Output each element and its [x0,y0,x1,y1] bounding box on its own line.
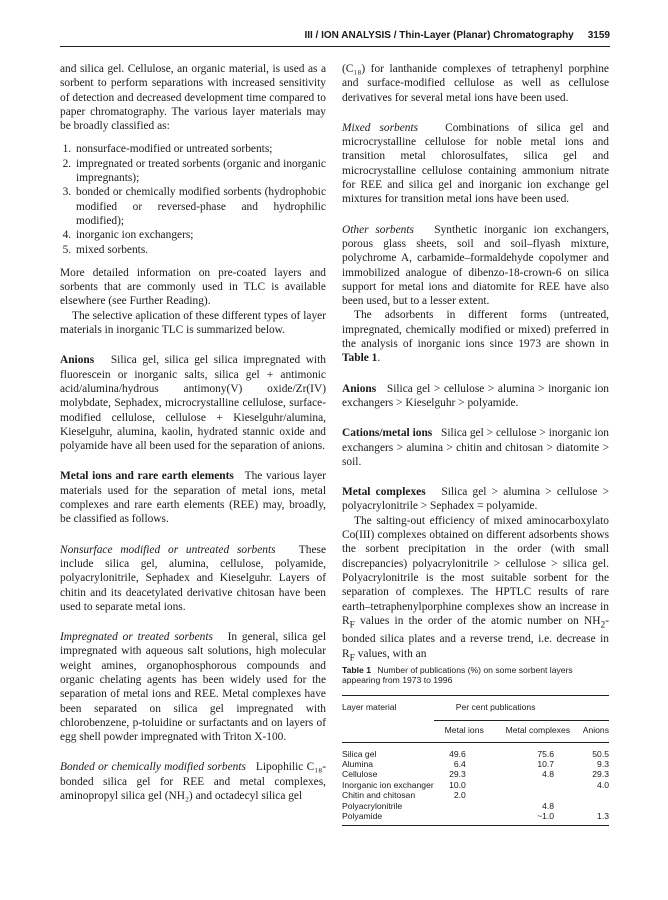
table-cell: Alumina [342,759,374,770]
section-text: Silica gel, silica gel silica impregnated with fluorescein or inorganic salts, silica gel + antimonic acid/alumina/hydrous antimony(V) oxide/Zr(IV) molybdate, Sephadex, microcrystalline cellulose, surface-modified cellulose, cellulose + Kieselguhr/alumina, Kieselguhr, alumina, kaolin, hydrated stannic oxide and polyamide have all been used for the separation of anions. [60,354,326,453]
table-cell [576,790,609,800]
left-column [60,62,326,803]
section-text: In general, silica gel impregnated with aqueous salt solutions, high molecular weight amines, organophosphorous compounds and organic chelating agents has been widely used for the separation of metal ions and REE. Metal complexes have been separated on silica gel impregnated with chlorobenzene, p-toluidine or surfactants and on layers of egg shell powder impregnated with Triton X-100. [60,631,326,744]
table-cell: 1.3 [576,811,609,826]
table-cell: 75.6 [537,748,555,759]
table-cell: 4.8 [542,769,555,780]
section-other [342,223,609,309]
table-reference: Table 1 [342,352,378,365]
table-cell [576,801,609,811]
table-cell: Silica gel [342,748,377,759]
column-header: Metal ions [434,721,488,742]
section-text: These include silica gel, alumina, cellulose, polyamide, polyacrylonitrile, Sephadex and Kieselguhr. Layers of chitin and its deacetylated derivative chitosan have been used to separate metal ions. [60,543,326,613]
table-row [342,801,609,811]
right-column [342,62,609,665]
section-text: Combinations of silica gel and microcrystalline cellulose for noble metal ions and transition metal chlorosulfates, silica gel and microcrystalline cellulose containing ammonium nitrate for REE and silica gel and inorganic ion exchange gel mixtures for transition metal ions have been used. [342,121,610,206]
paragraph: The adsorbents in different forms (untreated, impregnated, chemically modified or mixed) preferred in the analysis of inorganic ions since 1973 are shown in Table 1. [342,309,609,365]
table-cell: Cellulose [342,769,378,780]
column-header [342,721,434,742]
table-row [342,790,609,800]
section-text: Lipophilic C₁₈-bonded silica gel for REE and metal complexes, aminopropyl silica gel (NH₂) and octadecyl silica gel [60,761,327,803]
section-text: Silica gel > alumina > cellulose > polyacrylonitrile > Sephadex = polyamide. [342,486,610,513]
section-heading: Impregnated or treated sorbents [60,631,213,644]
section-heading: Anions [60,354,95,367]
paragraph: (C₁₈) for lanthanide complexes of tetraphenyl porphine and surface-modified cellulose as well as cellulose derivatives for several metal ions have been used. [342,63,609,104]
section-metal-ions [60,469,326,526]
list-item: 4. inorganic ion exchangers; [74,228,326,242]
table-cell: 4.0 [597,779,609,790]
table-cell: Polyacrylonitrile [342,800,403,811]
section-heading: Metal complexes [342,486,426,499]
column-header: Per cent publications [434,695,609,720]
section-text: The various layer materials used for the separation of metal ions, metal complexes and rare earth elements (REE) may, broadly, be classified as follows. [60,470,326,526]
list-item: 2. impregnated or treated sorbents (organic and inorganic impregnants); [74,157,326,186]
list-item: 3. bonded or chemically modified sorbents (hydrophobic modified or reversed-phase and hydrophilic modified); [74,185,326,228]
table-cell: Polyamide [342,811,434,826]
table-1 [342,665,609,826]
section-order-cations [342,426,609,469]
table-cell: 6.4 [453,759,466,770]
section-heading: Bonded or chemically modified sorbents [60,761,246,774]
section-text: Silica gel > cellulose > inorganic ion exchangers > alumina > chitin and chitosan > diatomite > soil. [342,427,609,468]
section-bonded [60,760,326,803]
section-anions [60,353,326,453]
running-title: III / ION ANALYSIS / Thin-Layer (Planar) Chromatography [304,30,574,41]
paragraph: The selective aplication of these different types of layer materials in inorganic TLC is summarized below. [60,309,326,337]
table-cell: Chitin and chitosan [342,790,416,801]
table-row [342,759,609,769]
table-caption [342,665,609,686]
column-header: Anions [576,721,609,742]
section-order-anions [342,382,609,411]
table-cell: 4.8 [542,800,555,811]
table-cell: 49.6 [449,748,466,759]
table-caption-text: Number of publications (%) on some sorbent layers appearing from 1973 to 1996 [342,665,573,686]
publications-table [342,695,609,827]
table-cell [434,801,488,811]
paragraph: More detailed information on pre-coated layers and sorbents that are commonly used in TLC is available elsewhere (see Further Reading). [60,266,326,308]
section-impregnated [60,630,326,744]
table-cell: 29.3 [592,769,609,780]
table-row [342,742,609,759]
list-item: 1. nonsurface-modified or untreated sorbents; [74,142,326,156]
section-heading: Mixed sorbents [342,121,419,134]
section-nonsurface [60,543,326,614]
list-item: 5. mixed sorbents. [74,243,326,257]
page-number: 3159 [587,30,610,41]
section-text: Synthetic inorganic ion exchangers, porous glass sheets, soil and soil–flyash mixture, polychrome A, carbamide–formaldehyde copolymer and immobilized analogue of dibenzo-18-crown-6 on silica support for metal ions and diatomite for REE have also been used, but to a lesser extent. [342,223,610,308]
table-cell: 10.7 [537,759,555,770]
table-cell: 10.0 [449,779,466,790]
table-cell [434,811,488,826]
sorbent-list [60,142,326,256]
section-mixed [342,121,609,207]
section-heading: Other sorbents [342,223,414,236]
section-heading: Anions [342,382,377,395]
section-text: Silica gel > cellulose > alumina > inorganic ion exchangers > Kieselguhr > polyamide. [342,382,609,409]
table-cell [488,790,576,800]
table-cell: ~1.0 [488,811,576,826]
paragraph: The salting-out efficiency of mixed aminocarboxylato Co(III) complexes obtained on different adsorbents shows the sorbent precipitation in the order (with small discrepancies) polyacrylonitrile > cellulose > silica gel. Polyacrylonitrile is the most suitable sorbent for the separation of complexes. The HPTLC results of rare earth–tetraphenylporphine complexes show an increase in $R_F$ values in the order of the atomic number on $NH_2$-bonded silica plates and a reverse trend, i.e. decrease in $R_F$ values, with an [342,514,609,663]
table-subheader-row [342,721,609,742]
table-cell: 2.0 [453,790,466,801]
table-cell: 9.3 [597,759,609,770]
table-header-row [342,695,609,720]
table-label: Table 1 [342,665,371,675]
table-row [342,769,609,779]
section-heading: Cations/metal ions [342,427,433,440]
running-header [60,30,610,47]
section-heading: Metal ions and rare earth elements [60,470,234,483]
table-cell: Inorganic ion exchanger [342,779,434,790]
table-cell: 50.5 [592,748,609,759]
table-row [342,780,609,790]
table-cell [488,780,576,790]
paragraph: and silica gel. Cellulose, an organic material, is used as a sorbent to perform separations with increased sensitivity of detection and decreased development time compared to paper chromatography. The various layer materials may be broadly classified as: [60,63,326,133]
section-order-complexes [342,485,609,514]
table-row [342,811,609,826]
column-header: Metal complexes [488,721,576,742]
table-cell: 29.3 [449,769,466,780]
section-heading: Nonsurface modified or untreated sorbents [60,543,276,556]
column-header: Layer material [342,695,434,720]
